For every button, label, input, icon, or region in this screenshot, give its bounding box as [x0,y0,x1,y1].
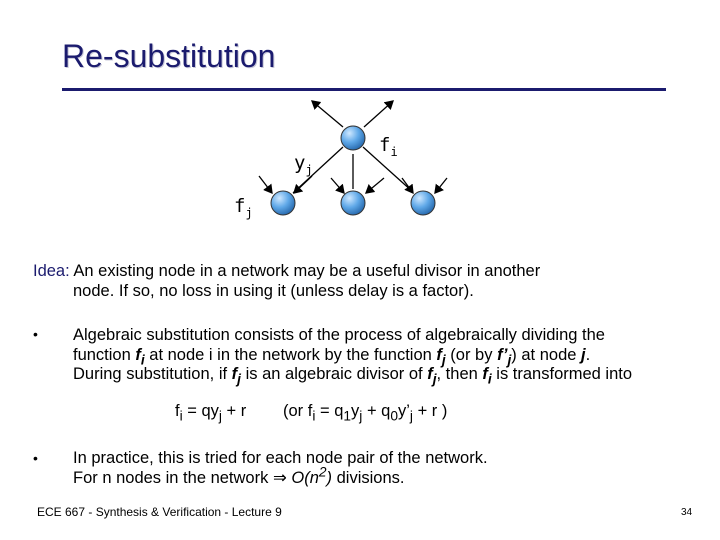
node-middle [341,191,365,215]
slide-footer: ECE 667 - Synthesis & Verification - Lecture 9 [37,505,282,519]
edge-in-mid-left [331,178,344,193]
edge-in-mid-right [366,178,384,193]
bullet-1-line-3: During substitution, if $f_j$ is an algebraic divisor of $f_j$, then $f_i$ is transformed into [73,365,633,387]
edge-in-fj-right [294,176,312,193]
edge-fi-out-right [364,101,393,127]
bullet-2-line-2: For n nodes in the network ⇒ $O(n^2)$ divisions. [73,464,405,487]
node-fj [271,191,295,215]
label-yj: $y_j$ [294,152,313,177]
edge-fi-out-left [312,101,343,127]
slide-title: Re-substitution [62,38,276,74]
edge-in-right-right [435,178,447,193]
page-number: 34 [681,507,693,518]
label-fj: $f_j$ [234,195,253,220]
bullet-1-line-2: function $f_i$ at node i in the network by the function $f_j$ (or by $f’_j$) at node j. [73,346,591,368]
bullet-1-line-1: Algebraic substitution consists of the process of algebraically dividing the [73,326,605,344]
formula-main: $f_i = qy_j + r$ [175,402,247,424]
edge-in-right-left [402,178,413,193]
idea-label: Idea: [33,262,70,280]
node-right [411,191,435,215]
label-fi: $f_i$ [379,134,398,159]
idea-text-1: An existing node in a network may be a useful divisor in another [69,262,541,280]
idea-line-2: node. If so, no loss in using it (unless delay is a factor). [73,282,474,300]
bullet-2-marker: • [33,450,38,466]
node-fi [341,126,365,150]
idea-line-1 [33,262,540,281]
bullet-1-marker: • [33,326,38,342]
bullet-2-line-1: In practice, this is tried for each node pair of the network. [73,449,488,467]
edge-in-fj-left [259,176,272,193]
formula-alt: (or $f_i = q_1y_j$ + $q_0y’_j + r$ ) [283,402,448,424]
